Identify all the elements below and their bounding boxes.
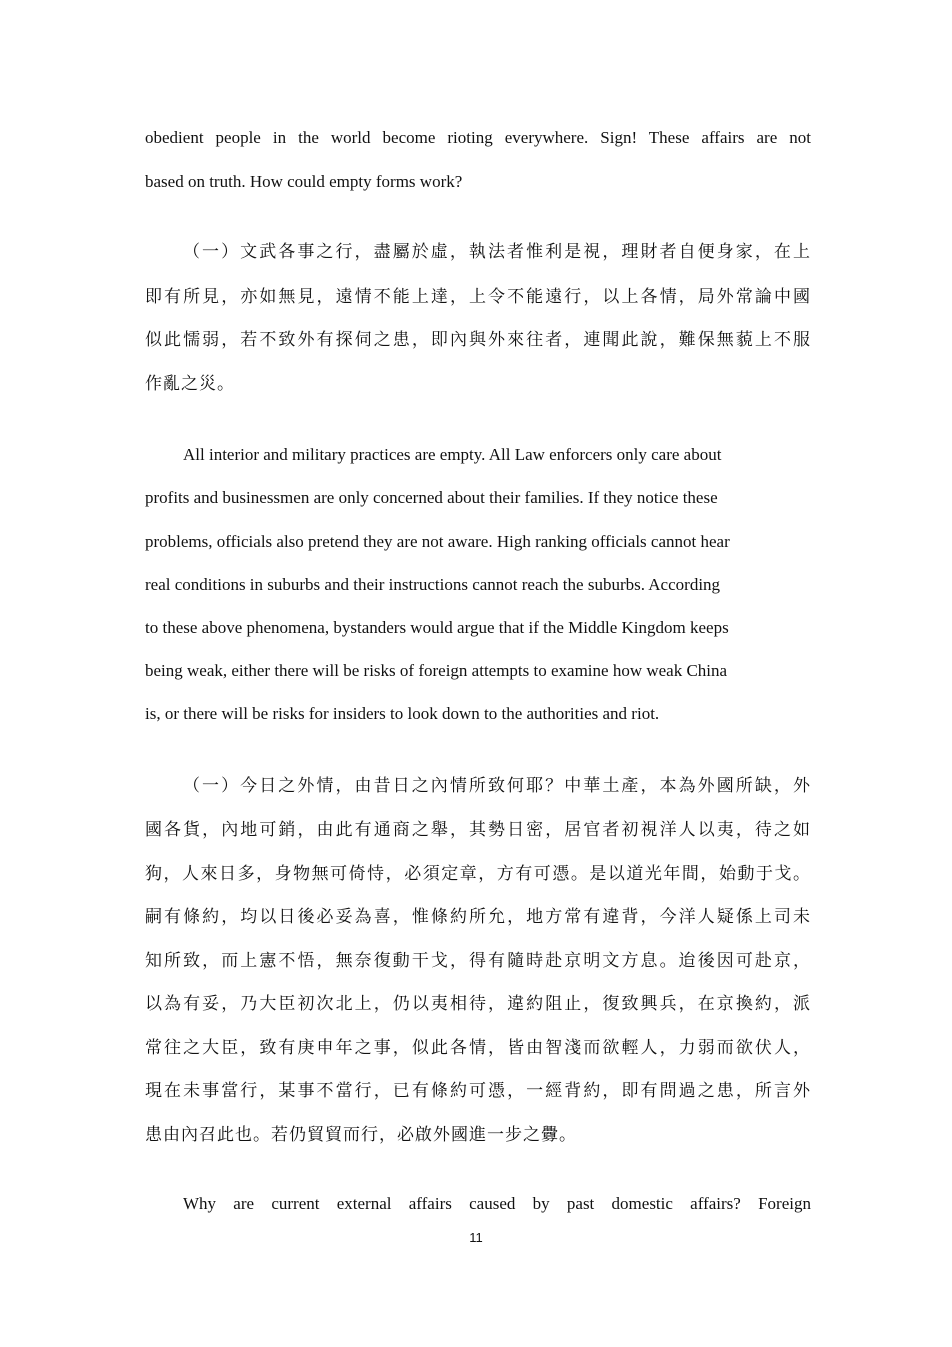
text-line: All interior and military practices are empty. All Law enforcers only care about bbox=[183, 445, 722, 464]
text-line: 以為有妥，乃大臣初次北上，仍以夷相待，違約阻止，復致興兵，在京換約，派 bbox=[145, 994, 811, 1014]
text-line: 患由內召此也。若仍貿貿而行，必啟外國進一步之釁。 bbox=[145, 1125, 577, 1145]
text-line: （一）今日之外情，由昔日之內情所致何耶？中華土產，本為外國所缺，外 bbox=[183, 776, 811, 796]
text-line: real conditions in suburbs and their instructions cannot reach the suburbs. According bbox=[145, 575, 721, 594]
text-line: 狗，人來日多，身物無可倚恃，必須定章，方有可憑。是以道光年間，始動于戈。 bbox=[145, 864, 811, 884]
text-line: （一）文武各事之行，盡屬於虛，執法者惟利是視，理財者自便身家，在上 bbox=[183, 242, 811, 262]
text-line: Why are current external affairs caused by past domestic affairs? Foreign bbox=[183, 1194, 811, 1213]
text-line: obedient people in the world become rioting everywhere. Sign! These affairs are not bbox=[145, 128, 811, 147]
text-line: profits and businessmen are only concerned about their families. If they notice these bbox=[145, 488, 718, 507]
text-line: 作亂之災。 bbox=[145, 374, 235, 394]
text-line: 現在未事當行，某事不當行，已有條約可憑，一經背約，即有問過之患，所言外 bbox=[145, 1081, 811, 1101]
text-line: 知所致，而上憲不悟，無奈復動干戈，得有隨時赴京明文方息。迨後因可赴京， bbox=[145, 951, 811, 971]
text-line: 即有所見，亦如無見，遠情不能上達，上令不能遠行，以上各情，局外常論中國 bbox=[145, 287, 811, 307]
text-line: 嗣有條約，均以日後必妥為喜，惟條約所允，地方常有違背，今洋人疑係上司未 bbox=[145, 907, 811, 927]
text-line: problems, officials also pretend they are not aware. High ranking officials cannot hear bbox=[145, 532, 730, 551]
text-line: 常往之大臣，致有庚申年之事，似此各情，皆由智淺而欲輕人，力弱而欲伏人， bbox=[145, 1038, 811, 1058]
page-number: 11 bbox=[469, 1230, 483, 1245]
text-line: 國各貨，內地可銷，由此有通商之舉，其勢日密，居官者初視洋人以夷，待之如 bbox=[145, 820, 811, 840]
text-line: based on truth. How could empty forms work? bbox=[145, 172, 463, 191]
text-line: being weak, either there will be risks of foreign attempts to examine how weak China bbox=[145, 661, 728, 680]
text-line: to these above phenomena, bystanders would argue that if the Middle Kingdom keeps bbox=[145, 618, 729, 637]
text-line: is, or there will be risks for insiders to look down to the authorities and riot. bbox=[145, 704, 660, 723]
text-line: 似此懦弱，若不致外有探伺之患，即內與外來往者，連聞此說，難保無藐上不服 bbox=[145, 330, 811, 350]
